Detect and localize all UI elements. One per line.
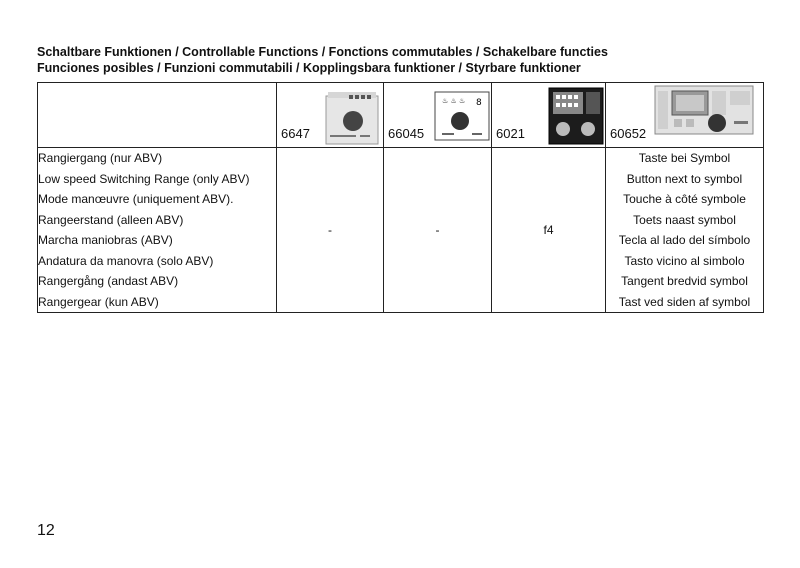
function-label: Rangeerstand (alleen ABV) [38,212,184,227]
function-label: Marcha maniobras (ABV) [38,233,173,247]
header-66045 [384,83,492,148]
model-label: 6021 [496,126,525,141]
model-label: 6647 [281,126,310,141]
function-label: Mode manœuvre (uniquement ABV). [38,192,234,206]
page-number: 12 [37,522,55,539]
value-60652-actions [606,148,764,313]
speed-controller-device-image [434,91,490,141]
action-text: Tangent bredvid symbol [621,274,748,288]
function-label: Rangergång (andast ABV) [38,274,179,288]
action-text: Tecla al lado del símbolo [618,233,751,247]
function-label: Low speed Switching Range (only ABV) [38,171,250,186]
function-labels-cell [38,148,277,313]
header-row [38,83,764,148]
control-unit-device-image [548,87,604,145]
action-text: Touche à côté symbole [623,192,746,206]
value-6647: - [277,148,384,313]
action-text: Taste bei Symbol [638,151,731,165]
header-6647 [277,83,384,148]
functions-table [37,82,764,313]
action-text: Tasto vicino al simbolo [624,253,745,268]
svg-text:8: 8 [476,98,482,108]
model-label: 60652 [610,126,647,141]
header-60652 [606,83,764,148]
value-66045: - [384,148,492,313]
action-text: Toets naast symbol [633,212,736,227]
mobile-station-device-image [654,85,754,135]
header-blank-cell [38,83,277,148]
page-heading [37,44,608,76]
heading-line-1: Schaltbare Funktionen / Controllable Functions / Fonctions commutables / Schakelbare functies [37,45,608,59]
header-6021 [492,83,606,148]
heading-line-2: Funciones posibles / Funzioni commutabili / Kopplingsbara funktioner / Styrbare funktioner [37,61,581,75]
value-6021: f4 [492,148,606,313]
function-label: Rangergear (kun ABV) [38,294,159,309]
action-text: Tast ved siden af symbol [618,294,751,309]
model-label: 66045 [388,126,425,141]
function-label: Rangiergang (nur ABV) [38,151,163,165]
function-label: Andatura da manovra (solo ABV) [38,253,214,268]
transformer-device-image [325,91,380,145]
function-row [38,148,764,313]
action-text: Button next to symbol [626,171,743,186]
svg-text:♨ ♨ ♨: ♨ ♨ ♨ [442,97,466,105]
